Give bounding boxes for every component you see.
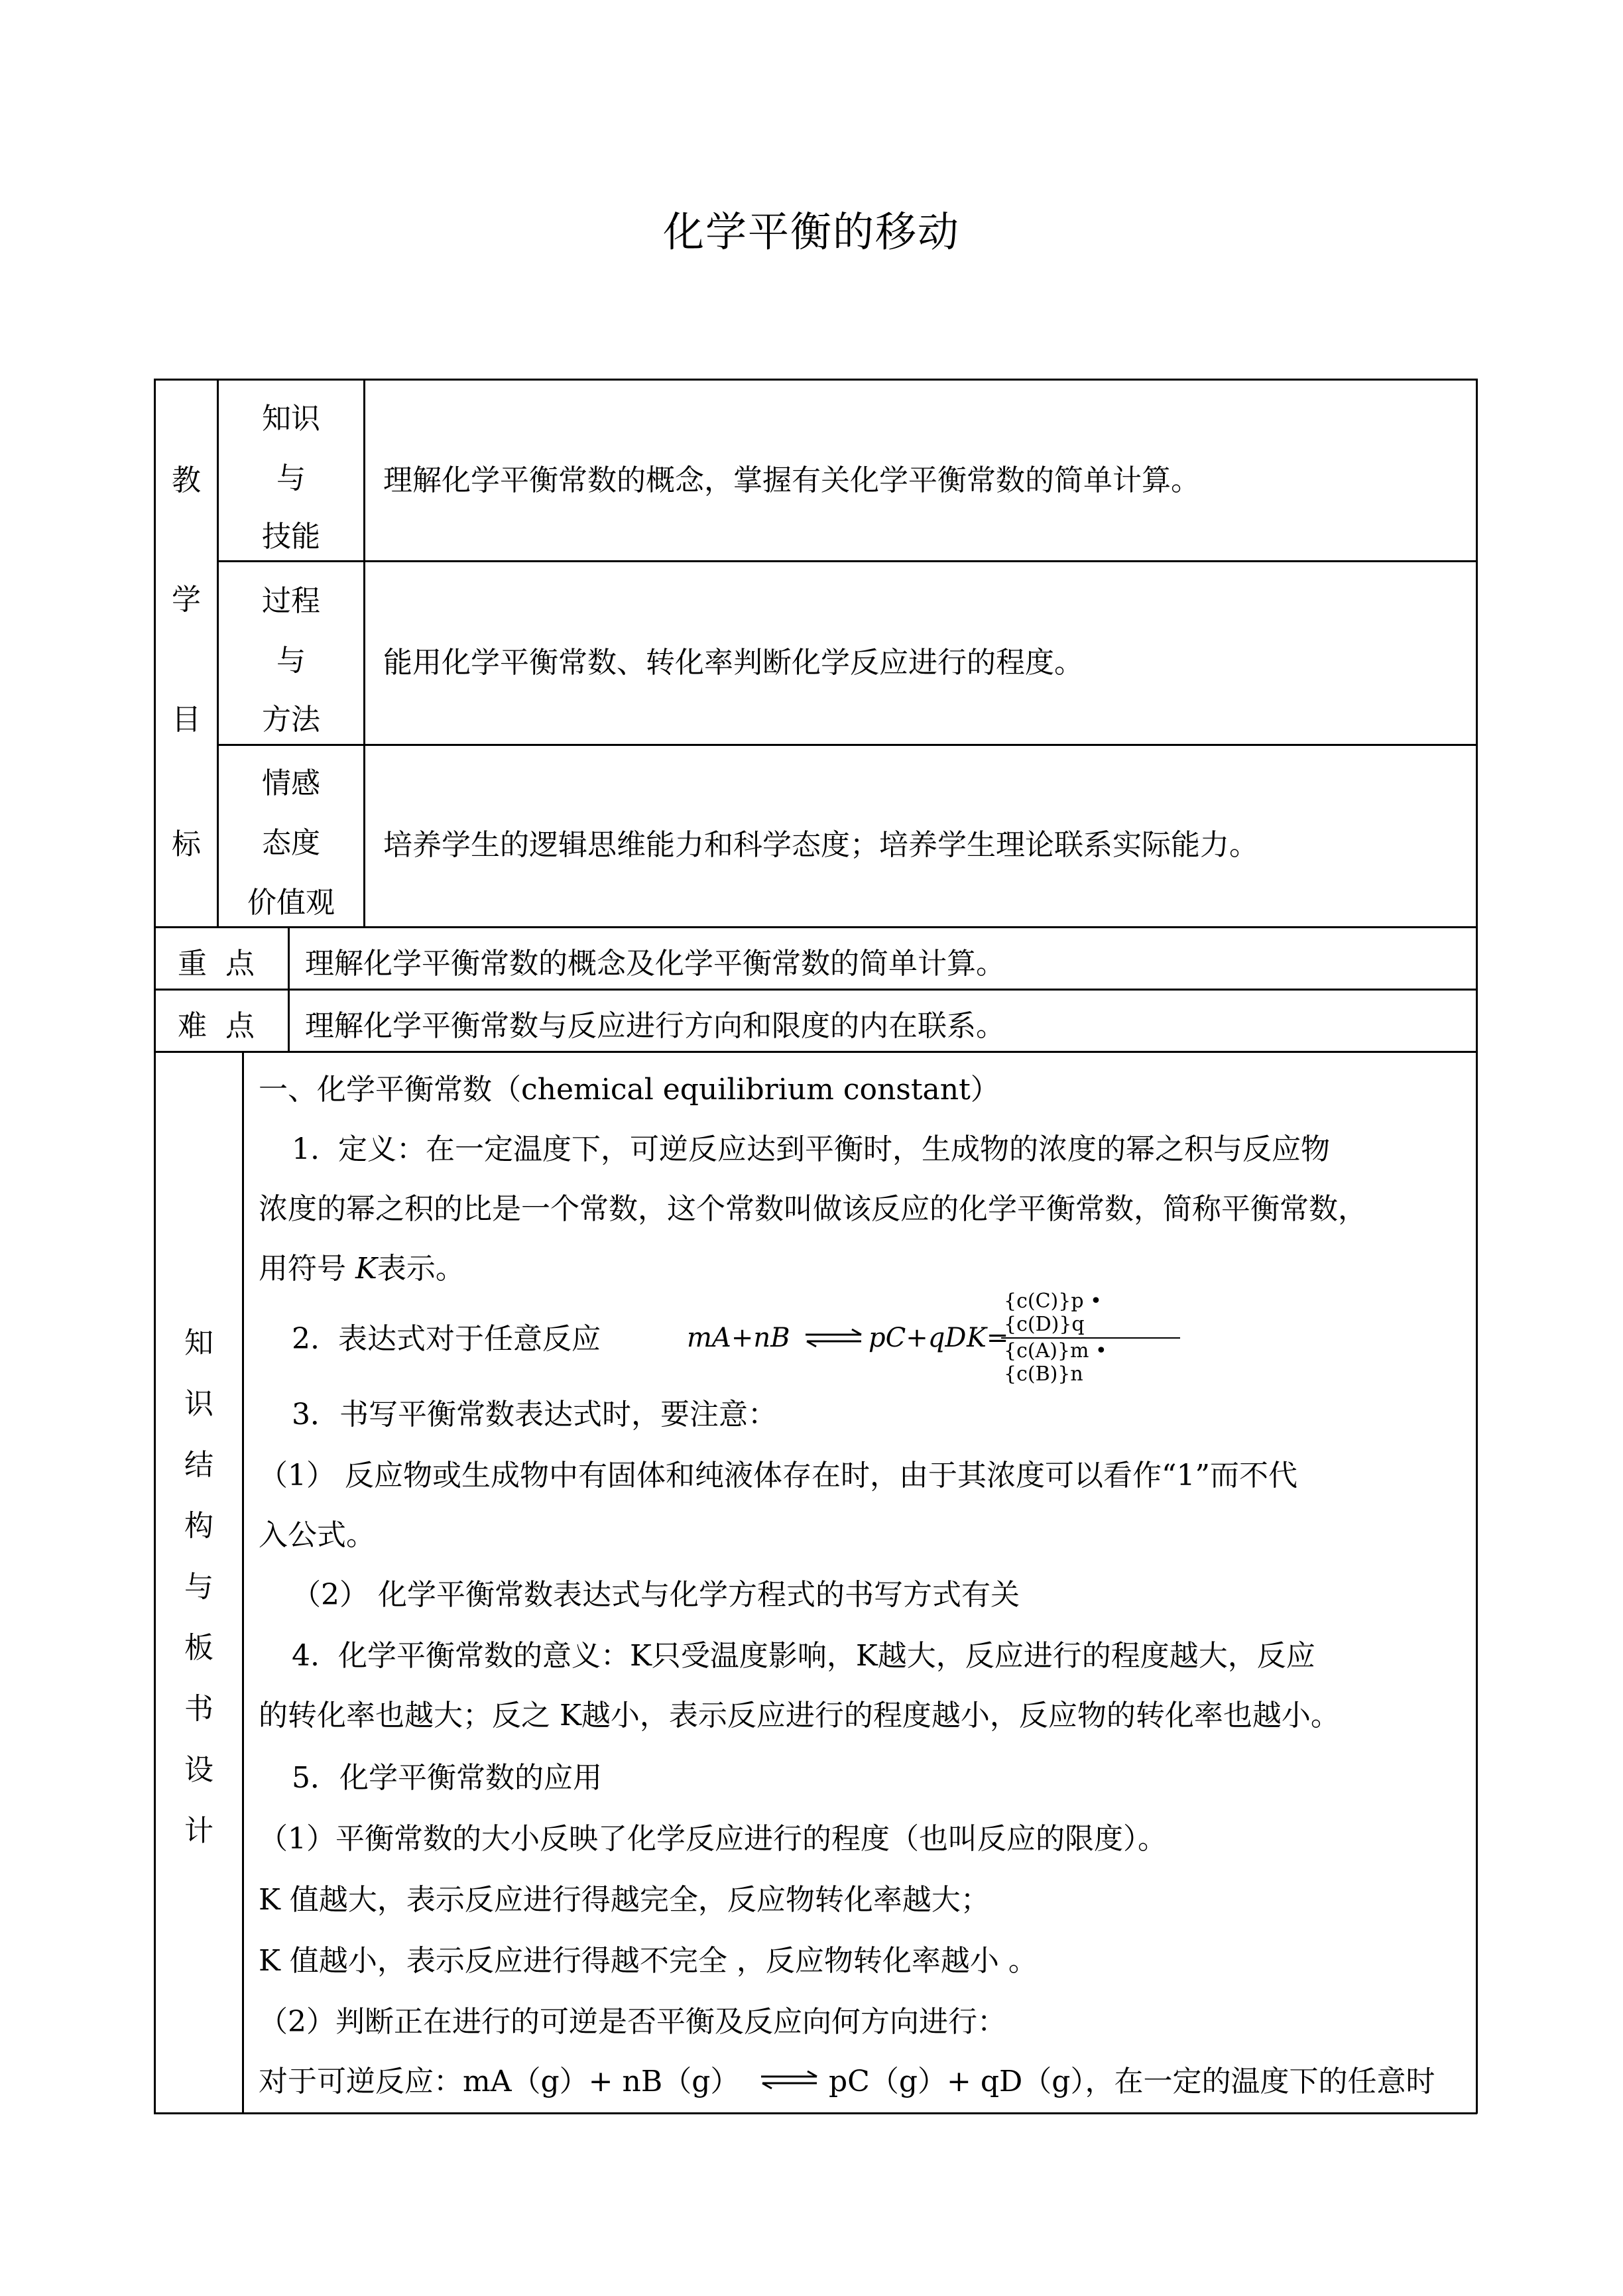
objective-content: 能用化学平衡常数、转化率判断化学反应进行的程度。 bbox=[383, 646, 1083, 680]
expression-reactants: mA+nB bbox=[687, 1323, 790, 1353]
expression-label: 2. 表达式对于任意反应 bbox=[292, 1322, 601, 1356]
sub-label: 过程 bbox=[262, 584, 320, 618]
knowledge-label-char: 书 bbox=[184, 1692, 213, 1726]
objectives-label-char: 目 bbox=[172, 703, 201, 737]
section-heading: 一、化学平衡常数（chemical equilibrium constant） bbox=[259, 1073, 1000, 1107]
note-heading: 3．书写平衡常数表达式时，要注意： bbox=[292, 1398, 777, 1431]
key-point-content: 理解化学平衡常数的概念及化学平衡常数的简单计算。 bbox=[305, 947, 1005, 981]
application-line: （2）判断正在进行的可逆是否平衡及反应向何方向进行： bbox=[259, 2005, 1006, 2039]
objective-content: 理解化学平衡常数的概念，掌握有关化学平衡常数的简单计算。 bbox=[383, 463, 1200, 497]
application-line: K 值越大，表示反应进行得越完全，反应物转化率越大； bbox=[259, 1883, 990, 1917]
objectives-label-char: 学 bbox=[172, 583, 201, 617]
knowledge-label-char: 构 bbox=[184, 1509, 213, 1543]
application-heading: 5．化学平衡常数的应用 bbox=[292, 1761, 602, 1795]
meaning-line: 的转化率也越大；反之 K越小，表示反应进行的程度越小，反应物的转化率也越小。 bbox=[259, 1699, 1340, 1732]
k-fraction bbox=[1001, 1290, 1180, 1386]
sub-label: 价值观 bbox=[247, 886, 335, 920]
equilibrium-arrow-icon bbox=[760, 2070, 819, 2090]
difficulty-content: 理解化学平衡常数与反应进行方向和限度的内在联系。 bbox=[305, 1009, 1005, 1043]
sub-label: 与 bbox=[276, 461, 306, 495]
note-line: 入公式。 bbox=[259, 1518, 375, 1552]
reaction-line-start: 对于可逆反应：mA（g）+ nB（g） bbox=[259, 2065, 740, 2098]
knowledge-label-char: 计 bbox=[184, 1814, 213, 1848]
difficulty-label: 难 点 bbox=[178, 1009, 255, 1043]
application-line: （1）平衡常数的大小反映了化学反应进行的程度（也叫反应的限度）。 bbox=[259, 1822, 1167, 1856]
definition-line: 用符号 K表示。 bbox=[259, 1252, 465, 1286]
note-line: （1） 反应物或生成物中有固体和纯液体存在时，由于其浓度可以看作“1”而不代 bbox=[259, 1459, 1297, 1492]
sub-label: 与 bbox=[276, 644, 306, 678]
key-point-label: 重 点 bbox=[178, 947, 255, 981]
equilibrium-arrow-icon bbox=[804, 1328, 864, 1348]
page-title: 化学平衡的移动 bbox=[662, 208, 960, 256]
objectives-label-char: 标 bbox=[172, 827, 201, 861]
objectives-label-char: 教 bbox=[172, 463, 201, 497]
meaning-line: 4. 化学平衡常数的意义：K只受温度影响，K越大，反应进行的程度越大，反应 bbox=[292, 1639, 1315, 1673]
definition-line: 1. 定义：在一定温度下，可逆反应达到平衡时，生成物的浓度的幂之积与反应物 bbox=[292, 1132, 1330, 1166]
reaction-line-end: pC（g）+ qD（g），在一定的温度下的任意时 bbox=[829, 2065, 1435, 2098]
fraction-numerator: {c(C)}p • {c(D)}q bbox=[1001, 1290, 1180, 1339]
sub-label: 情感 bbox=[262, 766, 320, 800]
sub-label: 技能 bbox=[262, 520, 320, 554]
note-line: （2） 化学平衡常数表达式与化学方程式的书写方式有关 bbox=[292, 1578, 1020, 1612]
sub-label: 态度 bbox=[262, 826, 320, 860]
expression-products: pC+qD bbox=[869, 1323, 967, 1353]
knowledge-label-char: 板 bbox=[184, 1631, 213, 1665]
fraction-denominator: {c(A)}m • {c(B)}n bbox=[1004, 1339, 1107, 1386]
knowledge-label-char: 与 bbox=[184, 1570, 213, 1604]
application-line: K 值越小，表示反应进行得越不完全 ，反应物转化率越小 。 bbox=[259, 1944, 1038, 1978]
knowledge-label-char: 识 bbox=[184, 1387, 213, 1421]
objective-content: 培养学生的逻辑思维能力和科学态度；培养学生理论联系实际能力。 bbox=[383, 828, 1258, 862]
definition-line: 浓度的幂之积的比是一个常数，这个常数叫做该反应的化学平衡常数，简称平衡常数， bbox=[259, 1192, 1367, 1226]
knowledge-label-char: 结 bbox=[184, 1448, 213, 1482]
knowledge-label-char: 设 bbox=[184, 1753, 213, 1787]
sub-label: 方法 bbox=[262, 703, 320, 737]
sub-label: 知识 bbox=[262, 402, 320, 436]
knowledge-label-char: 知 bbox=[184, 1326, 213, 1360]
expression-k: K= bbox=[967, 1323, 1009, 1353]
